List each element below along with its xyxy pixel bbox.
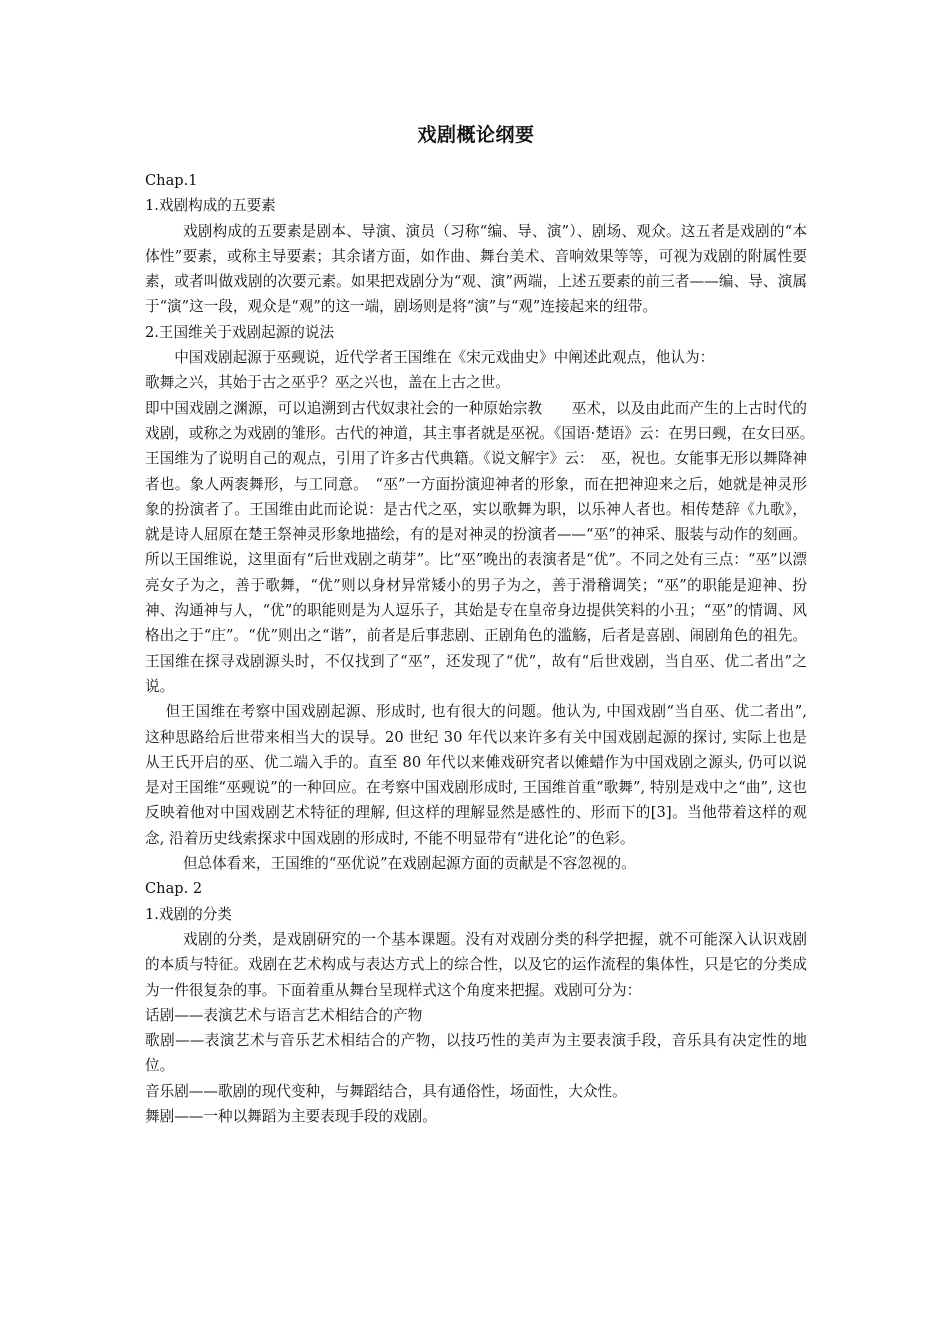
chapter-2-label: Chap. 2 bbox=[145, 880, 203, 898]
paragraph-five-elements: 戏剧构成的五要素是剧本、导演、演员（习称“编、导、演”）、剧场、观众。这五者是戏剧的“本体性”要素，或称主导要素；其余诸方面，如作曲、舞台美术、音响效果等等，可视为戏剧的附属性要素，或者叫做戏剧的次要元素。如果把戏剧分为“观、演”两端，上述五要素的前三者——编、导、演属于“演”这一段，观众是“观”的这一端，剧场则是将“演”与“观”连接起来的纽带。 bbox=[145, 222, 807, 316]
paragraph-summary: 但总体看来，王国维的“巫优说”在戏剧起源方面的贡献是不容忽视的。 bbox=[182, 855, 636, 873]
list-item-dance-drama: 舞剧——一种以舞蹈为主要表现手段的戏剧。 bbox=[145, 1107, 437, 1125]
list-item-drama: 话剧——表演艺术与语言艺术相结合的产物 bbox=[145, 1006, 423, 1024]
paragraph-wang-intro: 中国戏剧起源于巫觋说，近代学者王国维在《宋元戏曲史》中阐述此观点，他认为： bbox=[174, 349, 715, 367]
chapter-1-label: Chap.1 bbox=[145, 172, 198, 189]
section-heading-classification: 1.戏剧的分类 bbox=[145, 905, 232, 923]
paragraph-wu-you: 即中国戏剧之渊源，可以追溯到古代奴隶社会的一种原始宗教 巫术，以及由此而产生的上古时代的戏剧，或称之为戏剧的雏形。古代的神道，其主事者就是巫祝。《国语·楚语》云：在男曰觋，在女曰巫。 王国维为了说明自己的观点，引用了许多古代典籍。《说文解宇》云： 巫，祝也。女能事无形以舞降神者也。象人两袠舞形，与工同意。 “巫”一方面扮演迎神者的形象，而在把神迎来之后，她就是神灵形象的扮演者了。王国维由此而论说：是古代之巫，实以歌舞为职，以乐神人者也。相传楚辞《九歌》，就是诗人屈原在楚王祭神灵形象地描绘，有的是对神灵的扮演者——“巫”的神采、服装与动作的刻画。所以王国维说，这里面有“后世戏剧之萌芽”。比“巫”晚出的表演者是“优”。不同之处有三点：“巫”以漂亮女子为之，善于歌舞，“优”则以身材异常矮小的男子为之，善于滑稽调笑；“巫”的职能是迎神、扮神、沟通神与人，“优”的职能则是为人逗乐子，其始是专在皇帝身边提供笑料的小丑；“巫”的情调、风格出之于“庄”。“优”则出之“谐”，前者是后事悲剧、正剧角色的滥觞，后者是喜剧、闹剧角色的祖先。王国维在探寻戏剧源头时，不仅找到了“巫”，还发现了“优”，故有“后世戏剧，当自巫、优二者出”之说。 bbox=[145, 399, 822, 695]
section-heading-five-elements: 1.戏剧构成的五要素 bbox=[145, 197, 276, 215]
paragraph-classification: 戏剧的分类，是戏剧研究的一个基本课题。没有对戏剧分类的科学把握，就不可能深入认识戏剧的本质与特征。戏剧在艺术构成与表达方式上的综合性，以及它的运作流程的集体性，只是它的分类成为一件很复杂的事。下面着重从舞台呈现样式这个角度来把握。戏剧可分为： bbox=[145, 930, 807, 999]
list-item-opera: 歌剧——表演艺术与音乐艺术相结合的产物，以技巧性的美声为主要表演手段，音乐具有决定性的地位。 bbox=[145, 1032, 807, 1075]
paragraph-quote: 歌舞之兴，其始于古之巫乎？巫之兴也，盖在上古之世。 bbox=[145, 374, 510, 392]
list-item-musical: 音乐剧——歌剧的现代变种，与舞蹈结合，具有通俗性，场面性，大众性。 bbox=[145, 1082, 627, 1100]
paragraph-critique: 但王国维在考察中国戏剧起源、形成时, 也有很大的问题。他认为, 中国戏剧“当自巫、优二者出”, 这种思路给后世带来相当大的误导。20 世纪 30 年代以来许多有关中国戏剧起源的探讨, 实际上也是从王氏开启的巫、优二端入手的。直至 80 年代以来傩戏研究者以傩蜡作为中国戏剧之源头, 仍可以说是对王国维“巫觋说”的一种回应。在考察中国戏剧形成时, 王国维首重“歌舞”, 特别是戏中之“曲”, 这也反映着他对中国戏剧艺术特征的理解, 但这样的理解显然是感性的、形而下的[3]。当他带着这样的观念, 沿着历史线索探求中国戏剧的形成时, 不能不明显带有“进化论”的色彩。 bbox=[145, 703, 807, 847]
document-title: 戏剧概论纲要 bbox=[417, 124, 535, 146]
document-body bbox=[145, 120, 822, 1129]
section-heading-wang-guowei: 2.王国维关于戏剧起源的说法 bbox=[145, 323, 335, 341]
